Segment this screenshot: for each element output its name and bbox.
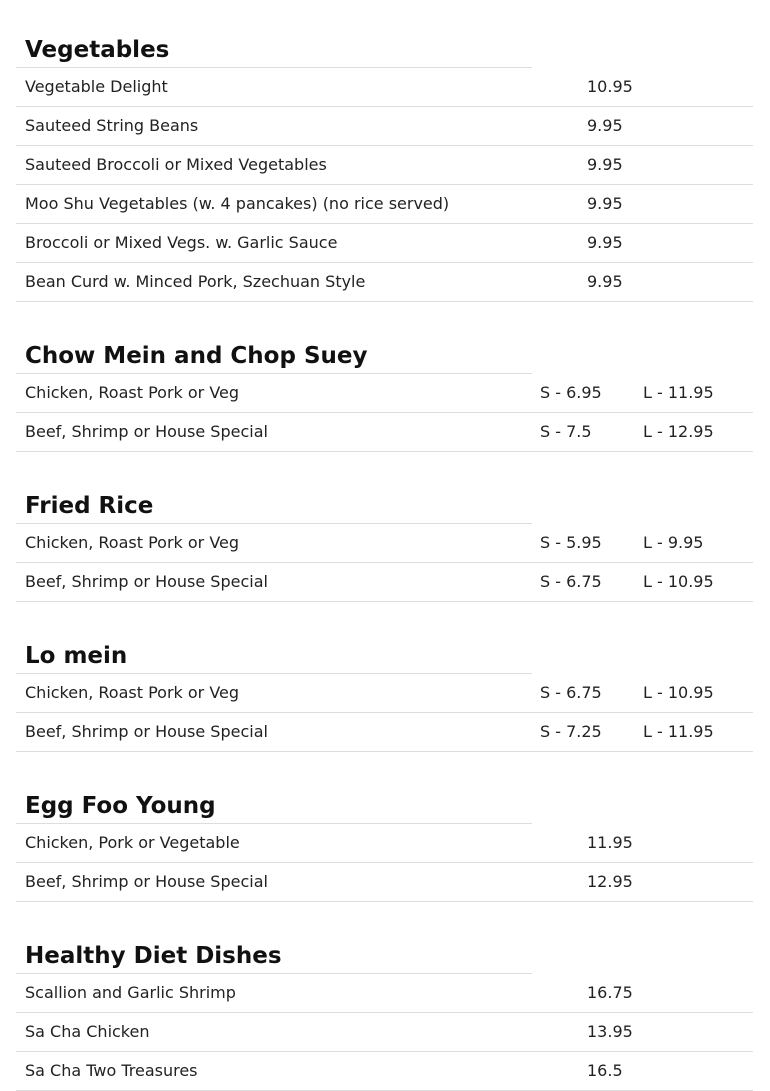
section-title: Fried Rice bbox=[16, 488, 532, 524]
item-name: Beef, Shrimp or House Special bbox=[25, 422, 268, 441]
menu-item[interactable] bbox=[16, 863, 753, 902]
section-title: Vegetables bbox=[16, 32, 532, 68]
item-price: 9.95 bbox=[587, 155, 623, 174]
item-price: 11.95 bbox=[587, 833, 633, 852]
item-price-large: L - 9.95 bbox=[643, 533, 704, 552]
item-name: Sa Cha Two Treasures bbox=[25, 1061, 198, 1080]
section-chow-mein-chop-suey bbox=[16, 338, 753, 452]
item-price-small: S - 5.95 bbox=[540, 533, 602, 552]
menu-item[interactable] bbox=[16, 713, 753, 752]
menu-item[interactable] bbox=[16, 68, 753, 107]
menu-item[interactable] bbox=[16, 1013, 753, 1052]
menu-item[interactable] bbox=[16, 224, 753, 263]
section-lo-mein bbox=[16, 638, 753, 752]
menu-item[interactable] bbox=[16, 824, 753, 863]
item-name: Vegetable Delight bbox=[25, 77, 168, 96]
menu-item[interactable] bbox=[16, 263, 753, 302]
item-name: Beef, Shrimp or House Special bbox=[25, 872, 268, 891]
item-price: 16.75 bbox=[587, 983, 633, 1002]
item-price: 9.95 bbox=[587, 194, 623, 213]
section-healthy-diet-dishes bbox=[16, 938, 753, 1091]
item-name: Broccoli or Mixed Vegs. w. Garlic Sauce bbox=[25, 233, 338, 252]
item-price-small: S - 6.75 bbox=[540, 572, 602, 591]
item-name: Sa Cha Chicken bbox=[25, 1022, 150, 1041]
item-price: 9.95 bbox=[587, 272, 623, 291]
item-price: 10.95 bbox=[587, 77, 633, 96]
menu-item[interactable] bbox=[16, 974, 753, 1013]
item-name: Chicken, Pork or Vegetable bbox=[25, 833, 240, 852]
item-price-small: S - 6.75 bbox=[540, 683, 602, 702]
section-title: Egg Foo Young bbox=[16, 788, 532, 824]
item-name: Chicken, Roast Pork or Veg bbox=[25, 683, 240, 702]
item-price-small: S - 7.25 bbox=[540, 722, 602, 741]
section-egg-foo-young bbox=[16, 788, 753, 902]
item-price-small: S - 7.5 bbox=[540, 422, 592, 441]
menu-item[interactable] bbox=[16, 146, 753, 185]
item-name: Bean Curd w. Minced Pork, Szechuan Style bbox=[25, 272, 366, 291]
menu-item[interactable] bbox=[16, 413, 753, 452]
item-name: Moo Shu Vegetables (w. 4 pancakes) (no rice served) bbox=[25, 194, 450, 213]
item-name: Beef, Shrimp or House Special bbox=[25, 572, 268, 591]
section-vegetables bbox=[16, 32, 753, 302]
menu-item[interactable] bbox=[16, 524, 753, 563]
item-price: 12.95 bbox=[587, 872, 633, 891]
menu-item[interactable] bbox=[16, 1052, 753, 1091]
item-name: Chicken, Roast Pork or Veg bbox=[25, 383, 240, 402]
menu-item[interactable] bbox=[16, 374, 753, 413]
item-price-large: L - 11.95 bbox=[643, 383, 714, 402]
item-price: 16.5 bbox=[587, 1061, 623, 1080]
section-title: Chow Mein and Chop Suey bbox=[16, 338, 532, 374]
item-price-large: L - 11.95 bbox=[643, 722, 714, 741]
menu-item[interactable] bbox=[16, 563, 753, 602]
item-price: 13.95 bbox=[587, 1022, 633, 1041]
item-price-large: L - 10.95 bbox=[643, 683, 714, 702]
menu-item[interactable] bbox=[16, 107, 753, 146]
section-title: Lo mein bbox=[16, 638, 532, 674]
item-name: Sauteed Broccoli or Mixed Vegetables bbox=[25, 155, 327, 174]
item-name: Beef, Shrimp or House Special bbox=[25, 722, 268, 741]
item-name: Scallion and Garlic Shrimp bbox=[25, 983, 236, 1002]
item-price-large: L - 12.95 bbox=[643, 422, 714, 441]
menu-item[interactable] bbox=[16, 185, 753, 224]
item-price-large: L - 10.95 bbox=[643, 572, 714, 591]
item-price: 9.95 bbox=[587, 233, 623, 252]
menu-item[interactable] bbox=[16, 674, 753, 713]
item-name: Chicken, Roast Pork or Veg bbox=[25, 533, 240, 552]
item-name: Sauteed String Beans bbox=[25, 116, 199, 135]
item-price-small: S - 6.95 bbox=[540, 383, 602, 402]
section-title: Healthy Diet Dishes bbox=[16, 938, 532, 974]
item-price: 9.95 bbox=[587, 116, 623, 135]
section-fried-rice bbox=[16, 488, 753, 602]
